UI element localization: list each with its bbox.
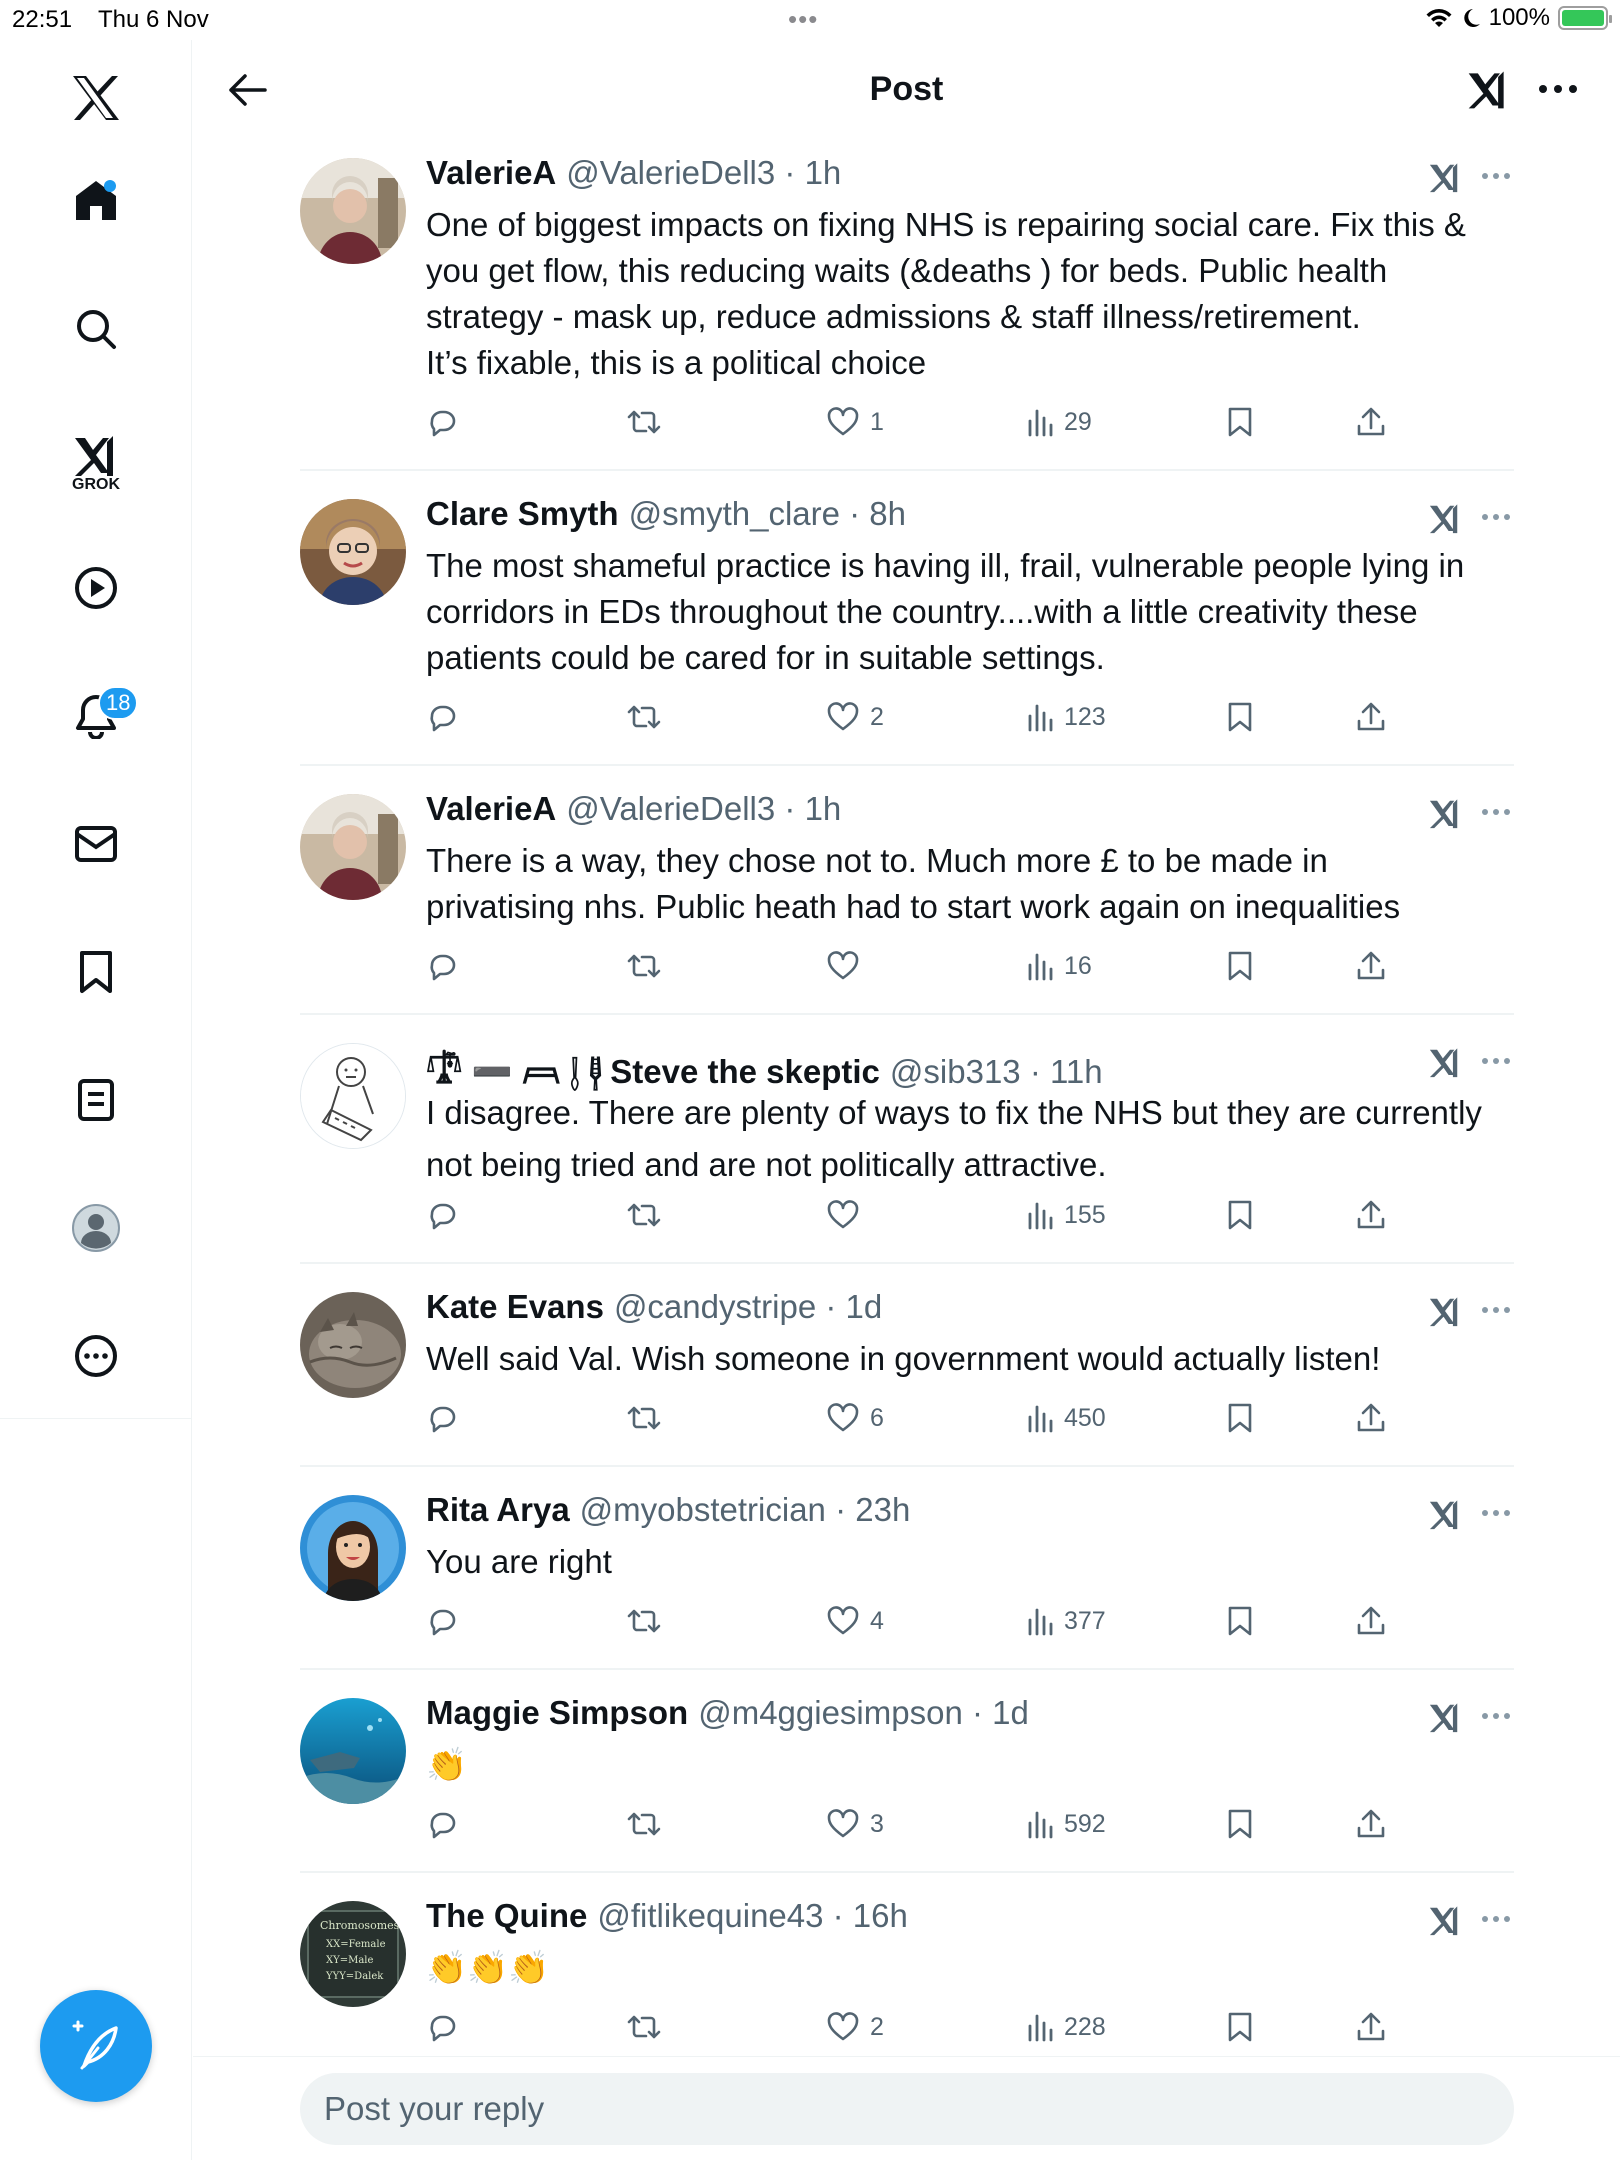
likes-count: 1 [870,407,884,436]
post-header-line [426,1039,1103,1094]
reply-post[interactable] [300,1873,1514,2056]
compose-post-button[interactable] [40,1990,152,2102]
post-text-line: strategy - mask up, reduce admissions & staff illness/retirement. [426,298,1361,335]
repost-button[interactable] [626,2007,662,2047]
more-dots-icon [1481,808,1511,816]
views-button[interactable] [1026,402,1092,442]
page-title: Post [869,70,944,108]
author-name[interactable]: Steve the skeptic [610,1053,880,1090]
repost-button[interactable] [626,946,662,986]
likes-count: 6 [870,1403,884,1432]
more-dots-icon [1538,84,1578,94]
views-count: 29 [1064,407,1092,436]
profile-icon[interactable] [66,1198,126,1258]
repost-button[interactable] [626,1601,662,1641]
views-icon [1026,2012,1054,2042]
post-text [426,1336,1516,1382]
author-handle[interactable]: @sib313 · 11h [889,1053,1103,1090]
avatar[interactable] [300,1043,406,1149]
avatar[interactable] [300,1901,406,2007]
heart-icon [826,1199,860,1231]
post-actions [426,697,1426,737]
post-text-line: One of biggest impacts on fixing NHS is repairing social care. Fix this & [426,206,1466,243]
author-name[interactable]: Rita Arya [426,1491,570,1528]
like-button[interactable] [826,1804,884,1844]
post-header [193,40,1620,140]
like-button[interactable] [826,1195,870,1235]
grok-icon [1427,1496,1463,1532]
views-button[interactable] [1026,1195,1106,1235]
like-button[interactable] [826,402,884,442]
author-handle[interactable]: @fitlikequine43 · 16h [597,1897,908,1934]
reply-button[interactable] [426,946,458,986]
reply-button[interactable] [426,402,458,442]
views-count: 123 [1064,702,1106,731]
more-dots-icon [1481,1712,1511,1720]
bookmark-button[interactable] [1226,946,1254,986]
more-dots-icon [1481,513,1511,521]
reply-icon [426,1199,458,1231]
bookmark-icon [1226,2011,1254,2043]
wifi-icon [1425,7,1453,29]
heart-icon [826,1402,860,1434]
heart-icon [826,2011,860,2043]
author-handle[interactable]: @myobstetrician · 23h [579,1491,911,1528]
post-more-button[interactable] [1476,1696,1516,1736]
repost-button[interactable] [626,402,662,442]
reply-icon [426,406,458,438]
like-button[interactable] [826,946,870,986]
share-button[interactable] [1356,1804,1386,1844]
views-count: 155 [1064,1200,1106,1229]
post-text-line: The most shameful practice is having ill, frail, vulnerable people lying in [426,547,1465,584]
reply-post[interactable] [300,1015,1514,1264]
reply-button[interactable] [426,1195,458,1235]
share-button[interactable] [1356,1601,1386,1641]
heart-icon [826,406,860,438]
post-text-line: You are right [426,1543,612,1580]
post-text-line: patients could be cared for in suitable settings. [426,639,1105,676]
repost-icon [626,950,662,982]
reply-post[interactable] [300,766,1514,1015]
grok-button[interactable] [1424,1290,1466,1332]
more-dots-icon [1481,1057,1511,1065]
like-button[interactable] [826,1398,884,1438]
grok-icon [1465,66,1511,112]
multitasking-dots-icon[interactable]: ••• [788,4,819,34]
views-icon [1026,407,1054,437]
bookmark-icon [1226,1199,1254,1231]
status-date: Thu 6 Nov [98,6,209,33]
share-icon [1356,406,1386,438]
lists-icon[interactable] [66,1070,126,1130]
header-more-button[interactable] [1533,64,1583,114]
post-text [426,838,1516,930]
grok-button[interactable] [1424,1041,1466,1083]
home-unread-dot [104,180,116,192]
repost-button[interactable] [626,1195,662,1235]
avatar[interactable] [300,1292,406,1398]
author-name[interactable]: ValerieA [426,154,557,191]
grok-button[interactable] [1424,1696,1466,1738]
views-count: 228 [1064,2012,1106,2041]
grok-icon [1427,1902,1463,1938]
post-actions [426,2007,1426,2047]
reply-button[interactable] [426,2007,458,2047]
bookmark-icon [1226,1605,1254,1637]
repost-button[interactable] [626,697,662,737]
reply-post[interactable] [300,1264,1514,1467]
reply-button[interactable] [426,1398,458,1438]
bookmark-icon [1226,1402,1254,1434]
grok-button[interactable] [1424,1899,1466,1941]
post-more-button[interactable] [1476,792,1516,832]
grok-label: GROK [72,476,120,493]
bookmark-icon [1226,406,1254,438]
notifications-icon[interactable] [66,686,131,746]
post-header-line [426,495,906,533]
heart-icon [826,950,860,982]
post-more-button[interactable] [1476,1493,1516,1533]
more-dots-icon [1481,172,1511,180]
reply-icon [426,701,458,733]
post-actions [426,1398,1426,1438]
views-count: 16 [1064,951,1092,980]
repost-icon [626,701,662,733]
home-icon[interactable] [66,170,126,230]
share-icon [1356,2011,1386,2043]
share-button[interactable] [1356,1398,1386,1438]
bookmarks-icon[interactable] [66,942,126,1002]
grok-icon [1427,159,1463,195]
sidebar-divider [0,1418,192,1419]
status-time: 22:51 [12,6,73,33]
sidebar [0,40,192,2160]
post-header-line [426,1897,908,1935]
post-text [426,1945,1516,1991]
author-handle[interactable]: @ValerieDell3 · 1h [566,790,842,827]
views-button[interactable] [1026,946,1092,986]
likes-count: 2 [870,2012,884,2041]
post-header-line [426,790,841,828]
share-icon [1356,1402,1386,1434]
views-icon [1026,702,1054,732]
share-button[interactable] [1356,697,1386,737]
reply-button[interactable] [426,1601,458,1641]
status-bar [0,0,1620,40]
post-header-line [426,1694,1029,1732]
avatar[interactable] [300,158,406,264]
compose-feather-icon [68,2018,124,2074]
post-actions [426,402,1426,442]
heart-icon [826,701,860,733]
reply-icon [426,950,458,982]
grok-icon [1427,1699,1463,1735]
grok-button[interactable] [1424,156,1466,198]
share-icon [1356,950,1386,982]
likes-count: 4 [870,1606,884,1635]
repost-icon [626,406,662,438]
views-icon [1026,1200,1054,1230]
post-text-line: There is a way, they chose not to. Much more £ to be made in [426,842,1328,879]
bookmark-icon [1226,950,1254,982]
chalkboard-line: XX=Female [326,1939,386,1950]
reply-bar [193,2056,1620,2160]
post-actions [426,1601,1426,1641]
post-text-line: It’s fixable, this is a political choice [426,344,927,381]
reply-post[interactable] [300,140,1514,471]
post-text [426,1742,1516,1788]
post-actions [426,1195,1426,1235]
share-button[interactable] [1356,2007,1386,2047]
share-button[interactable] [1356,946,1386,986]
post-text-line: 👏👏👏 [426,1949,550,1986]
chalkboard-line: Chromosomes [320,1919,400,1932]
reply-button[interactable] [426,1804,458,1844]
likes-count: 3 [870,1809,884,1838]
repost-icon [626,1199,662,1231]
header-grok-button[interactable] [1463,64,1513,114]
views-button[interactable] [1026,1398,1106,1438]
post-text-line: corridors in EDs throughout the country....with a little creativity these [426,593,1418,630]
post-more-button[interactable] [1476,1290,1516,1330]
video-icon[interactable] [66,558,126,618]
views-icon [1026,951,1054,981]
reply-button[interactable] [426,697,458,737]
more-icon[interactable] [66,1326,126,1386]
share-icon [1356,1605,1386,1637]
post-actions [426,1804,1426,1844]
views-icon [1026,1403,1054,1433]
post-text-line: privatising nhs. Public heath had to start work again on inequalities [426,888,1401,925]
bookmark-button[interactable] [1226,1804,1254,1844]
author-handle[interactable]: @candystripe · 1d [613,1288,883,1325]
status-indicators [1425,4,1608,32]
reply-post[interactable] [300,471,1514,766]
views-button[interactable] [1026,1804,1106,1844]
views-count: 450 [1064,1403,1106,1432]
author-handle[interactable]: @m4ggiesimpson · 1d [698,1694,1029,1731]
reply-icon [426,1808,458,1840]
bookmark-button[interactable] [1226,1601,1254,1641]
share-icon [1356,701,1386,733]
grok-button[interactable] [1424,497,1466,539]
chalkboard-line: YYY=Dalek [326,1971,384,1982]
views-button[interactable] [1026,2007,1106,2047]
share-button[interactable] [1356,402,1386,442]
messages-icon[interactable] [66,814,126,874]
like-button[interactable] [826,697,884,737]
reply-input[interactable]: Post your reply [300,2073,1514,2145]
repost-icon [626,1605,662,1637]
likes-count: 2 [870,702,884,731]
more-dots-icon [1481,1306,1511,1314]
like-button[interactable] [826,2007,884,2047]
grok-icon [1427,795,1463,831]
author-name[interactable]: Maggie Simpson [426,1694,689,1731]
like-button[interactable] [826,1601,884,1641]
post-header-line [426,154,841,192]
post-more-button[interactable] [1476,497,1516,537]
grok-icon [1427,1293,1463,1329]
bookmark-button[interactable] [1226,402,1254,442]
post-text-line: you get flow, this reducing waits (&deaths ) for beds. Public health [426,252,1388,289]
search-icon[interactable] [66,299,126,359]
reply-icon [426,1605,458,1637]
more-dots-icon [1481,1915,1511,1923]
post-text [426,202,1516,386]
repost-icon [626,2011,662,2043]
heart-icon [826,1808,860,1840]
grok-button[interactable] [1424,1493,1466,1535]
share-icon [1356,1808,1386,1840]
author-name-prefix: 𓍝 ➖ 𓊳 𓊤 𓊢 [426,1053,603,1090]
views-icon [1026,1606,1054,1636]
post-text [426,543,1516,681]
author-handle[interactable]: @ValerieDell3 · 1h [566,154,842,191]
author-name[interactable]: The Quine [426,1897,588,1934]
views-button[interactable] [1026,1601,1106,1641]
avatar[interactable] [300,794,406,900]
avatar[interactable] [300,1698,406,1804]
post-header-line [426,1288,882,1326]
post-text-line: 👏 [426,1746,468,1783]
battery-percent: 100% [1488,4,1550,31]
post-more-button[interactable] [1476,1899,1516,1939]
battery-icon [1558,6,1608,30]
post-text [426,1087,1516,1191]
repost-icon [626,1402,662,1434]
author-name[interactable]: Kate Evans [426,1288,604,1325]
bookmark-icon [1226,1808,1254,1840]
grok-icon [1427,500,1463,536]
reply-icon [426,1402,458,1434]
notifications-badge: 18 [98,686,138,720]
post-more-button[interactable] [1476,156,1516,196]
grok-button[interactable] [1424,792,1466,834]
views-button[interactable] [1026,697,1106,737]
author-name[interactable]: ValerieA [426,790,557,827]
repost-icon [626,1808,662,1840]
grok-icon [1427,1044,1463,1080]
x-logo-icon[interactable] [66,68,126,128]
author-handle[interactable]: @smyth_clare · 8h [628,495,907,532]
repost-button[interactable] [626,1398,662,1438]
chalkboard-line: XY=Male [326,1955,374,1966]
post-text [426,1539,1516,1585]
bookmark-button[interactable] [1226,697,1254,737]
reply-post[interactable] [300,1670,1514,1873]
bookmark-button[interactable] [1226,1195,1254,1235]
avatar[interactable] [300,499,406,605]
bookmark-button[interactable] [1226,2007,1254,2047]
post-header-line [426,1491,910,1529]
post-actions [426,946,1426,986]
more-dots-icon [1481,1509,1511,1517]
avatar[interactable] [300,1495,406,1601]
post-text-line: Well said Val. Wish someone in government would actually listen! [426,1340,1381,1377]
bookmark-icon [1226,701,1254,733]
views-count: 592 [1064,1809,1106,1838]
reply-post[interactable] [300,1467,1514,1670]
repost-button[interactable] [626,1804,662,1844]
share-icon [1356,1199,1386,1231]
views-count: 377 [1064,1606,1106,1635]
reply-icon [426,2011,458,2043]
share-button[interactable] [1356,1195,1386,1235]
views-icon [1026,1809,1054,1839]
moon-icon [1461,7,1481,29]
post-text-line: I disagree. There are plenty of ways to fix the NHS but they are currently [426,1094,1482,1131]
heart-icon [826,1605,860,1637]
post-text-line: not being tried and are not politically attractive. [426,1146,1107,1183]
post-more-button[interactable] [1476,1041,1516,1081]
bookmark-button[interactable] [1226,1398,1254,1438]
author-name[interactable]: Clare Smyth [426,495,619,532]
